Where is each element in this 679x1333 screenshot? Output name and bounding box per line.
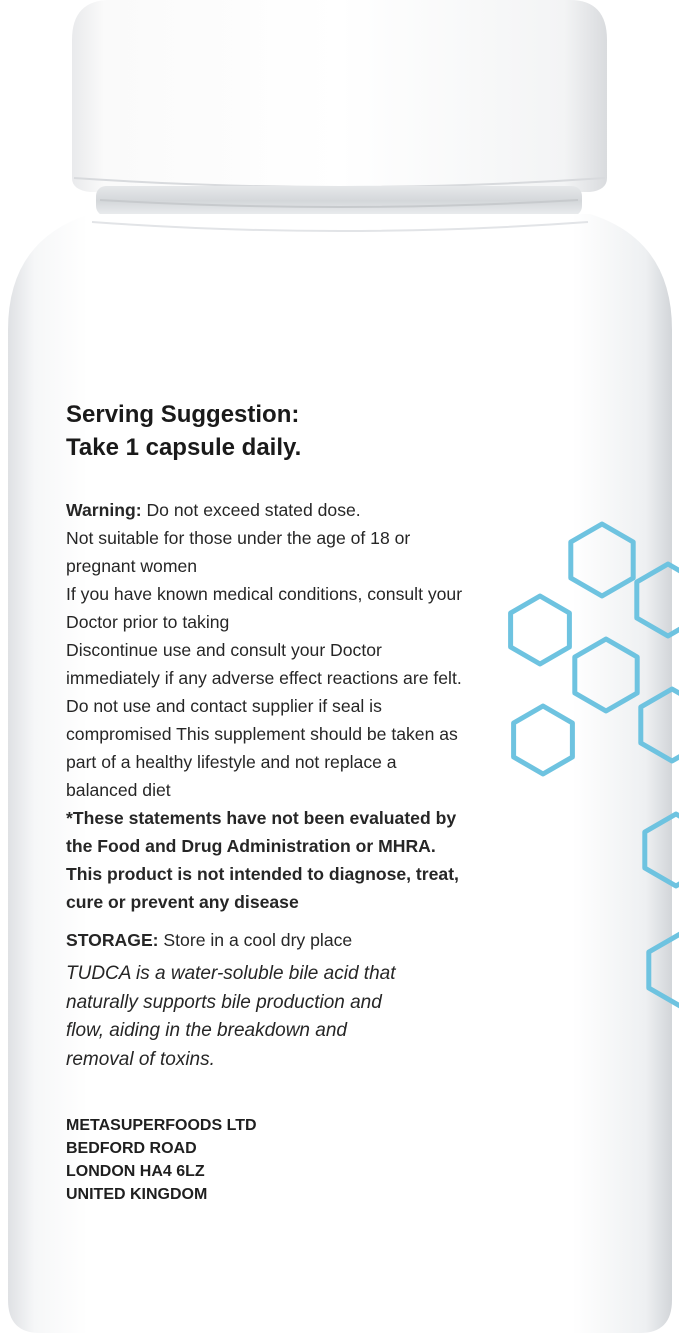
address-line: UNITED KINGDOM [66,1186,208,1203]
disclaimer-line: cure or prevent any disease [66,892,299,912]
address-line: LONDON HA4 6LZ [66,1163,205,1180]
warning-first-line [66,496,506,524]
warning-line: balanced diet [66,780,171,800]
storage-label: STORAGE: [66,930,159,950]
tudca-line: removal of toxins. [66,1048,215,1070]
warning-line: part of a healthy lifestyle and not replace a [66,752,397,772]
tudca-description [66,960,506,1074]
serving-title: Serving Suggestion: [66,401,300,428]
tudca-line: naturally supports bile production and [66,991,382,1013]
warning-line: pregnant women [66,556,198,576]
warning-line: compromised This supplement should be taken as [66,724,458,744]
bottle-neck [96,186,582,216]
disclaimer-line: the Food and Drug Administration or MHRA. [66,836,436,856]
serving-suggestion [66,398,506,464]
supplement-label [66,398,506,1074]
warning-line: If you have known medical conditions, consult your [66,584,463,604]
warning-line: Doctor prior to taking [66,612,230,632]
bottle-cap [72,0,607,192]
tudca-line: flow, aiding in the breakdown and [66,1020,347,1041]
tudca-line: TUDCA is a water-soluble bile acid that [66,963,396,984]
warning-line: Not suitable for those under the age of 18 or [66,528,411,548]
warning-block [66,496,506,804]
warning-line: immediately if any adverse effect reactions are felt. [66,668,462,688]
storage-text: Store in a cool dry place [158,930,353,950]
manufacturer-address [66,1114,257,1206]
warning-first-text: Do not exceed stated dose. [141,500,361,520]
warning-line: Discontinue use and consult your Doctor [66,640,382,660]
serving-instruction: Take 1 capsule daily. [66,434,302,461]
address-line: BEDFORD ROAD [66,1140,197,1157]
warning-label: Warning: [66,500,142,520]
fda-disclaimer [66,804,506,916]
address-line: METASUPERFOODS LTD [66,1117,257,1134]
disclaimer-line: *These statements have not been evaluated by [66,808,457,828]
storage-info [66,926,506,954]
warning-line: Do not use and contact supplier if seal is [66,696,382,716]
disclaimer-line: This product is not intended to diagnose, treat, [66,864,459,884]
